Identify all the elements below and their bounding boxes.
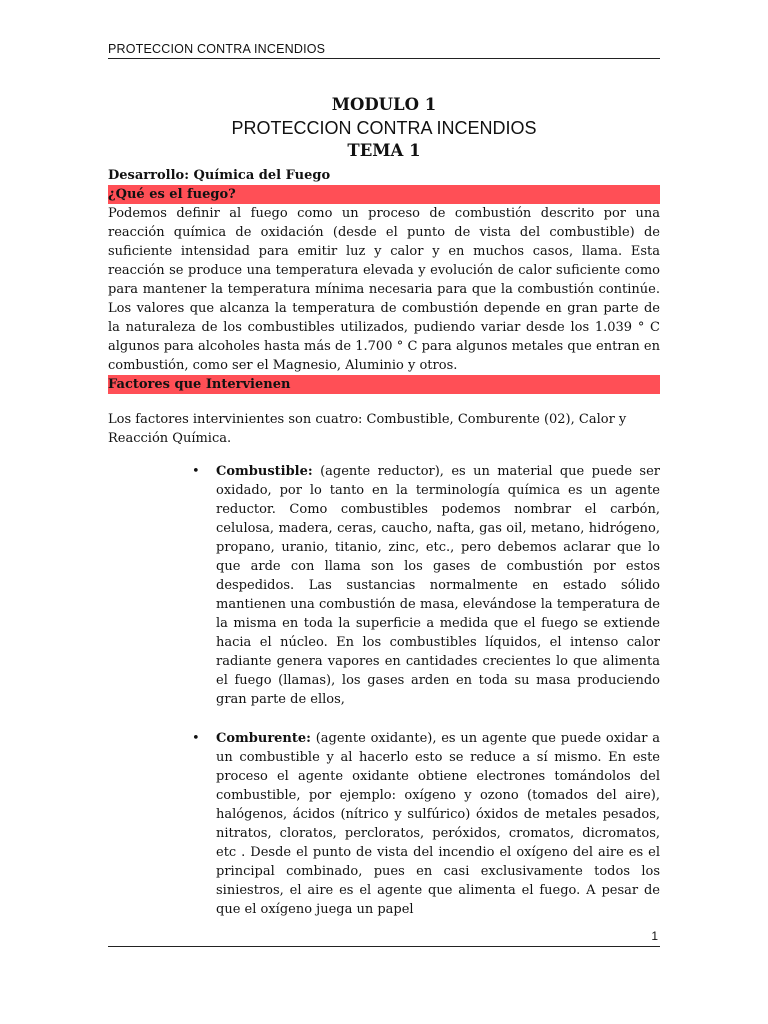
list-item-combustible xyxy=(192,462,660,709)
page-body xyxy=(108,94,660,939)
footer-divider xyxy=(108,946,660,947)
factors-list xyxy=(108,462,660,919)
section-heading-factors: Factores que Intervienen xyxy=(108,375,660,394)
definition-combustible: (agente reductor), es un material que puede ser oxidado, por lo tanto en la terminología química es un agente reductor. Como combustibles podemos nombrar el carbón, celulosa, madera, ceras, caucho, nafta, gas oil, metano, hidrógeno, propano, uranio, titanio, zinc, etc., pero debemos aclarar que lo que arde con llama son los gases de combustión por estos despedidos. Las sustancias normalmente en estado sólido mantienen una combustión de masa, elevándose la temperatura de la misma en toda la superficie a medida que el fuego se extiende hacia el núcleo. En los combustibles líquidos, el intenso calor radiante genera vapores en cantidades crecientes lo que alimenta el fuego (llamas), los gases arden en toda su masa produciendo gran parte de ellos, xyxy=(216,464,660,707)
running-header: PROTECCION CONTRA INCENDIOS xyxy=(108,42,660,59)
list-item-comburente xyxy=(192,729,660,919)
definition-comburente: (agente oxidante), es un agente que puede oxidar a un combustible y al hacerlo esto se reduce a sí mismo. En este proceso el agente oxidante obtiene electrones tomándolos del combustible, por ejemplo: oxígeno y ozono (tomados del aire), halógenos, ácidos (nítrico y sulfúrico) óxidos de metales pesados, nitratos, cloratos, percloratos, peróxidos, cromatos, dicromatos, etc . Desde el punto de vista del incendio el oxígeno del aire es el principal combinado, pues en casi exclusivamente todos los siniestros, el aire es el agente que alimenta el fuego. A pesar de que el oxígeno juega un papel xyxy=(216,731,660,917)
module-subtitle: PROTECCION CONTRA INCENDIOS xyxy=(231,118,537,138)
module-title: MODULO 1 xyxy=(331,95,437,114)
term-comburente: Comburente: xyxy=(216,731,311,746)
page-number: 1 xyxy=(651,929,658,943)
spacer xyxy=(108,394,660,410)
title-block xyxy=(108,94,660,162)
bullet-icon: • xyxy=(192,464,200,479)
section-heading-what-is-fire: ¿Qué es el fuego? xyxy=(108,185,660,204)
factors-intro-paragraph: Los factores intervinientes son cuatro: Combustible, Comburente (02), Calor y Reacción Química. xyxy=(108,412,627,446)
section-paragraph-what-is-fire: Podemos definir al fuego como un proceso de combustión descrito por una reacción química de oxidación (desde el punto de vista del combustible) de suficiente intensidad para emitir luz y calor y en muchos casos, llama. Esta reacción se produce una temperatura elevada y evolución de calor suficiente como para mantener la temperatura mínima necesaria para que la combustión continúe. Los valores que alcanza la temperatura de combustión depende en gran parte de la naturaleza de los combustibles utilizados, pudiendo variar desde los 1.039 ° C algunos para alcoholes hasta más de 1.700 ° C para algunos metales que entran en combustión, como ser el Magnesio, Aluminio y otros. xyxy=(108,206,660,373)
term-combustible: Combustible: xyxy=(216,464,313,479)
topic-title: TEMA 1 xyxy=(347,141,421,160)
development-heading: Desarrollo: Química del Fuego xyxy=(108,168,331,183)
bullet-icon: • xyxy=(192,731,200,746)
